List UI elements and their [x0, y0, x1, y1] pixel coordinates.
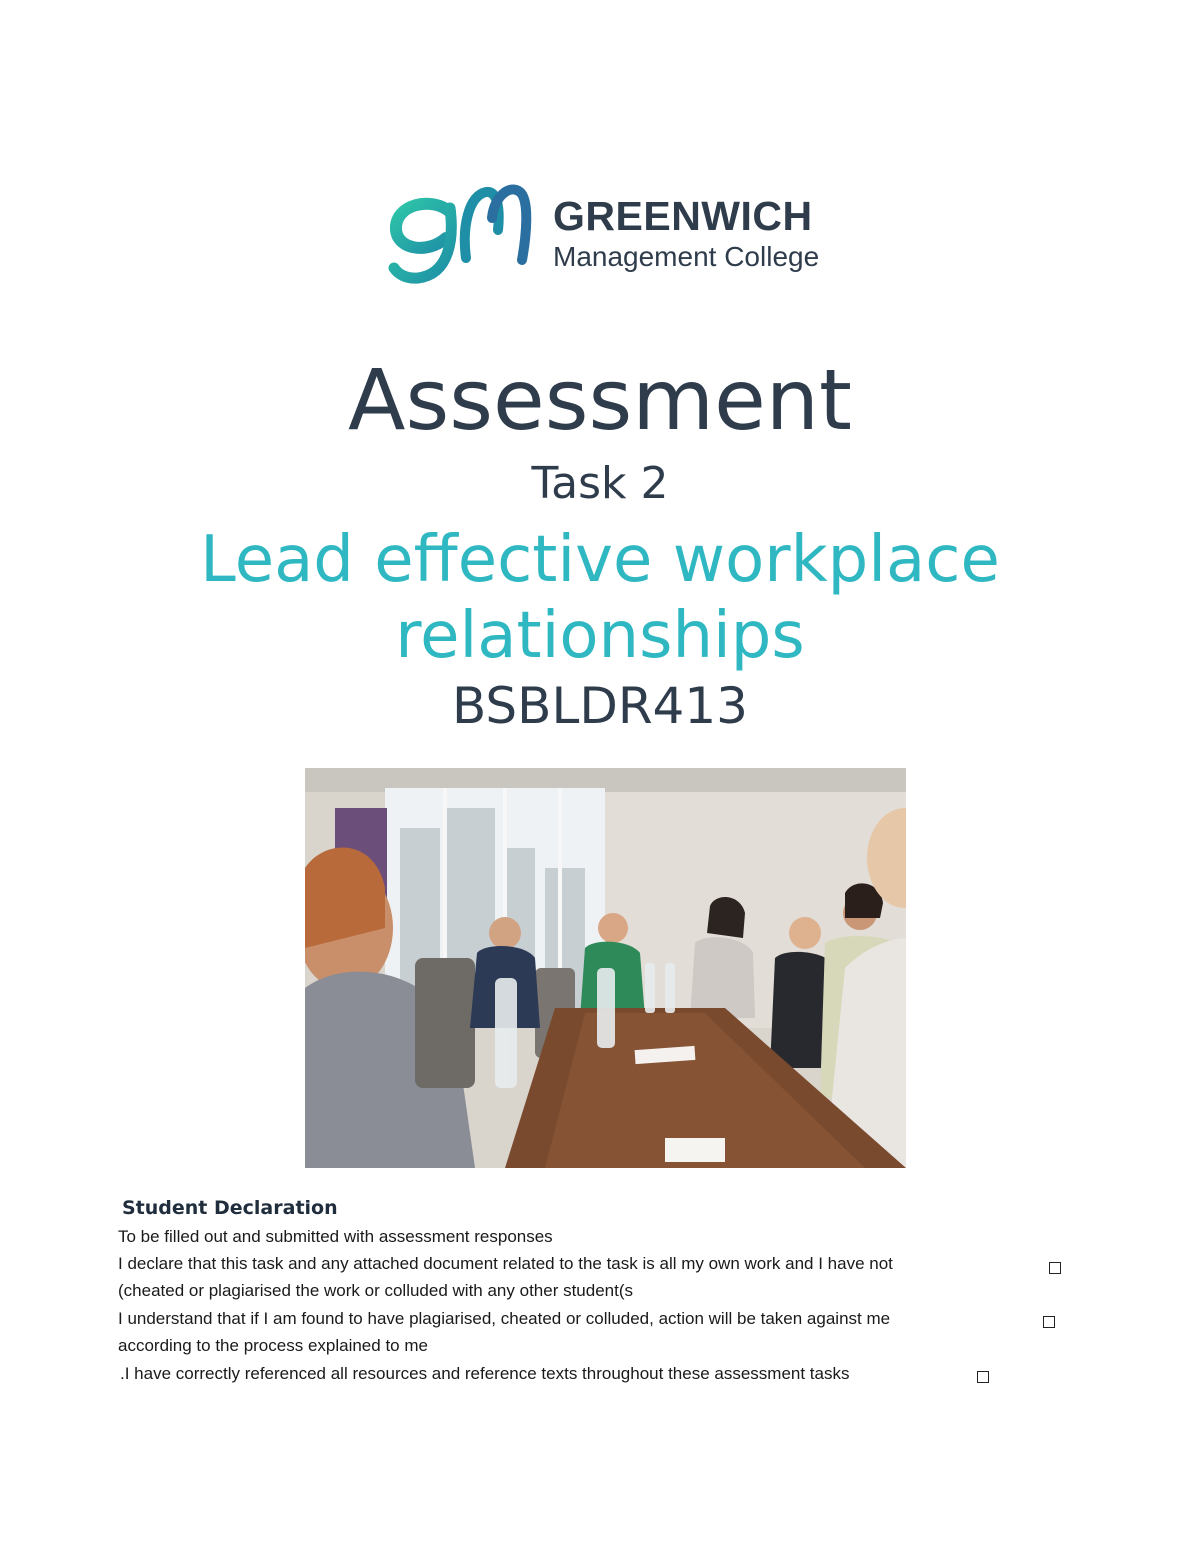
declaration-item-1-line-2: (cheated or plagiarised the work or colluded with any other student(s	[118, 1281, 634, 1300]
unit-code: BSBLDR413	[452, 677, 748, 735]
gm-logo-mark-icon	[388, 178, 538, 288]
declaration-item-3: .I have correctly referenced all resources and reference texts throughout these assessment tasks	[120, 1364, 850, 1383]
declaration-checkbox-2[interactable]	[1043, 1316, 1055, 1328]
college-logo	[388, 178, 828, 288]
task-number: Task 2	[531, 458, 669, 509]
declaration-item-1-line-1: I declare that this task and any attached document related to the task is all my own work and I have not	[118, 1254, 893, 1273]
document-title: Assessment	[348, 351, 852, 449]
unit-title-line-1: Lead effective workplace	[200, 523, 1000, 597]
unit-title-line-2: relationships	[395, 599, 805, 673]
declaration-checkbox-3[interactable]	[977, 1371, 989, 1383]
declaration-checkbox-1[interactable]	[1049, 1262, 1061, 1274]
meeting-photo	[305, 768, 906, 1168]
unit-title	[0, 522, 1200, 674]
logo-college-subtitle: Management College	[553, 241, 820, 272]
declaration-heading: Student Declaration	[122, 1197, 338, 1219]
declaration-item-2-line-2: according to the process explained to me	[118, 1336, 428, 1355]
declaration-item-2-line-1: I understand that if I am found to have plagiarised, cheated or colluded, action will be taken against me	[118, 1309, 891, 1328]
declaration-intro: To be filled out and submitted with assessment responses	[118, 1227, 553, 1246]
logo-college-name: GREENWICH	[553, 193, 813, 239]
